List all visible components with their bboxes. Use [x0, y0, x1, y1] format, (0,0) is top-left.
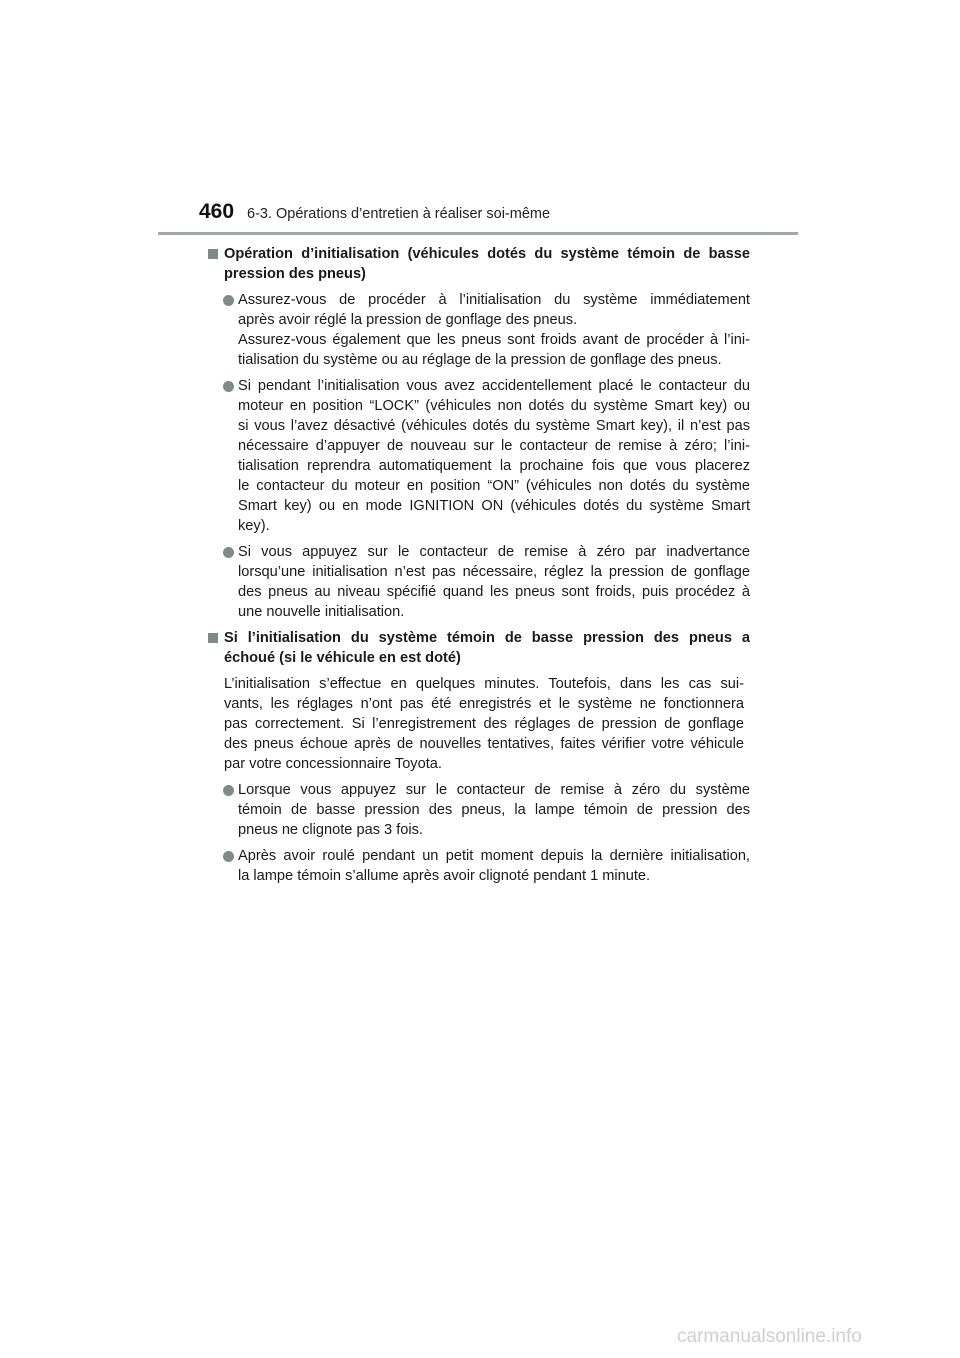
- text-line: le contacteur du moteur en position “ON” (véhicules non dotés du système: [238, 478, 750, 494]
- text-line: Opération d’initialisation (véhicules dotés du système témoin de basse: [224, 246, 750, 262]
- text-line: L’initialisation s’effectue en quelques minutes. Toutefois, dans les cas sui-: [224, 676, 744, 692]
- text-line: une nouvelle initialisation.: [238, 604, 405, 620]
- text-line: nécessaire d’appuyer de nouveau sur le contacteur de remise à zéro; l’ini-: [238, 438, 750, 454]
- round-bullet-icon: [223, 785, 234, 796]
- text-line: la lampe témoin s’allume après avoir clignoté pendant 1 minute.: [238, 868, 651, 884]
- text-line: des pneus au niveau spécifié quand les pneus sont froids, puis procédez à: [238, 584, 750, 600]
- text-line: après avoir réglé la pression de gonflage des pneus.: [238, 312, 578, 328]
- watermark: carmanualsonline.info: [677, 1326, 862, 1347]
- text-line: Lorsque vous appuyez sur le contacteur de remise à zéro du système: [238, 782, 750, 798]
- bullet-item: [208, 846, 750, 886]
- square-bullet-icon: [208, 249, 218, 259]
- page-number: 460: [199, 200, 235, 223]
- text-line: par votre concessionnaire Toyota.: [224, 756, 442, 772]
- text-line: Après avoir roulé pendant un petit moment depuis la dernière initialisation,: [238, 848, 750, 864]
- text-line: Assurez-vous également que les pneus sont froids avant de procéder à l’ini-: [238, 332, 750, 348]
- bullet-item: [208, 780, 750, 840]
- round-bullet-icon: [223, 547, 234, 558]
- section-title: 6-3. Opérations d’entretien à réaliser soi-même: [247, 206, 551, 222]
- text-line: tialisation du système ou au réglage de la pression de gonflage des pneus.: [238, 352, 722, 368]
- text-line: vants, les réglages n’ont pas été enregistrés et le système ne fonctionnera: [224, 696, 744, 712]
- square-bullet-icon: [208, 633, 218, 643]
- round-bullet-icon: [223, 295, 234, 306]
- text-line: key).: [238, 518, 270, 534]
- text-line: pas correctement. Si l’enregistrement des réglages de pression de gonflage: [224, 716, 744, 732]
- text-line: lorsqu’une initialisation n’est pas nécessaire, réglez la pression de gonflage: [238, 564, 750, 580]
- section-heading: [208, 244, 750, 284]
- text-line: moteur en position “LOCK” (véhicules non dotés du système Smart key) ou: [238, 398, 750, 414]
- text-line: pression des pneus): [224, 266, 366, 282]
- header-divider: [158, 232, 798, 235]
- text-line: Smart key) ou en mode IGNITION ON (véhicules dotés du système Smart: [238, 498, 750, 514]
- text-line: Si vous appuyez sur le contacteur de remise à zéro par inadvertance: [238, 544, 750, 560]
- text-line: Si pendant l’initialisation vous avez accidentellement placé le contacteur du: [238, 378, 750, 394]
- text-line: échoué (si le véhicule en est doté): [224, 650, 461, 666]
- round-bullet-icon: [223, 381, 234, 392]
- text-line: des pneus échoue après de nouvelles tentatives, faites vérifier votre véhicule: [224, 736, 744, 752]
- round-bullet-icon: [223, 851, 234, 862]
- text-line: témoin de basse pression des pneus, la lampe témoin de pression des: [238, 802, 750, 818]
- text-line: tialisation reprendra automatiquement la prochaine fois que vous placerez: [238, 458, 750, 474]
- bullet-item: [208, 542, 750, 622]
- paragraph: [208, 674, 750, 774]
- text-line: Si l’initialisation du système témoin de basse pression des pneus a: [224, 630, 750, 646]
- page-content: [208, 244, 750, 892]
- bullet-item: [208, 290, 750, 370]
- bullet-item: [208, 376, 750, 536]
- section-heading: [208, 628, 750, 668]
- text-line: si vous l’avez désactivé (véhicules dotés du système Smart key), il n’est pas: [238, 418, 750, 434]
- text-line: pneus ne clignote pas 3 fois.: [238, 822, 423, 838]
- text-line: Assurez-vous de procéder à l’initialisation du système immédiatement: [238, 292, 750, 308]
